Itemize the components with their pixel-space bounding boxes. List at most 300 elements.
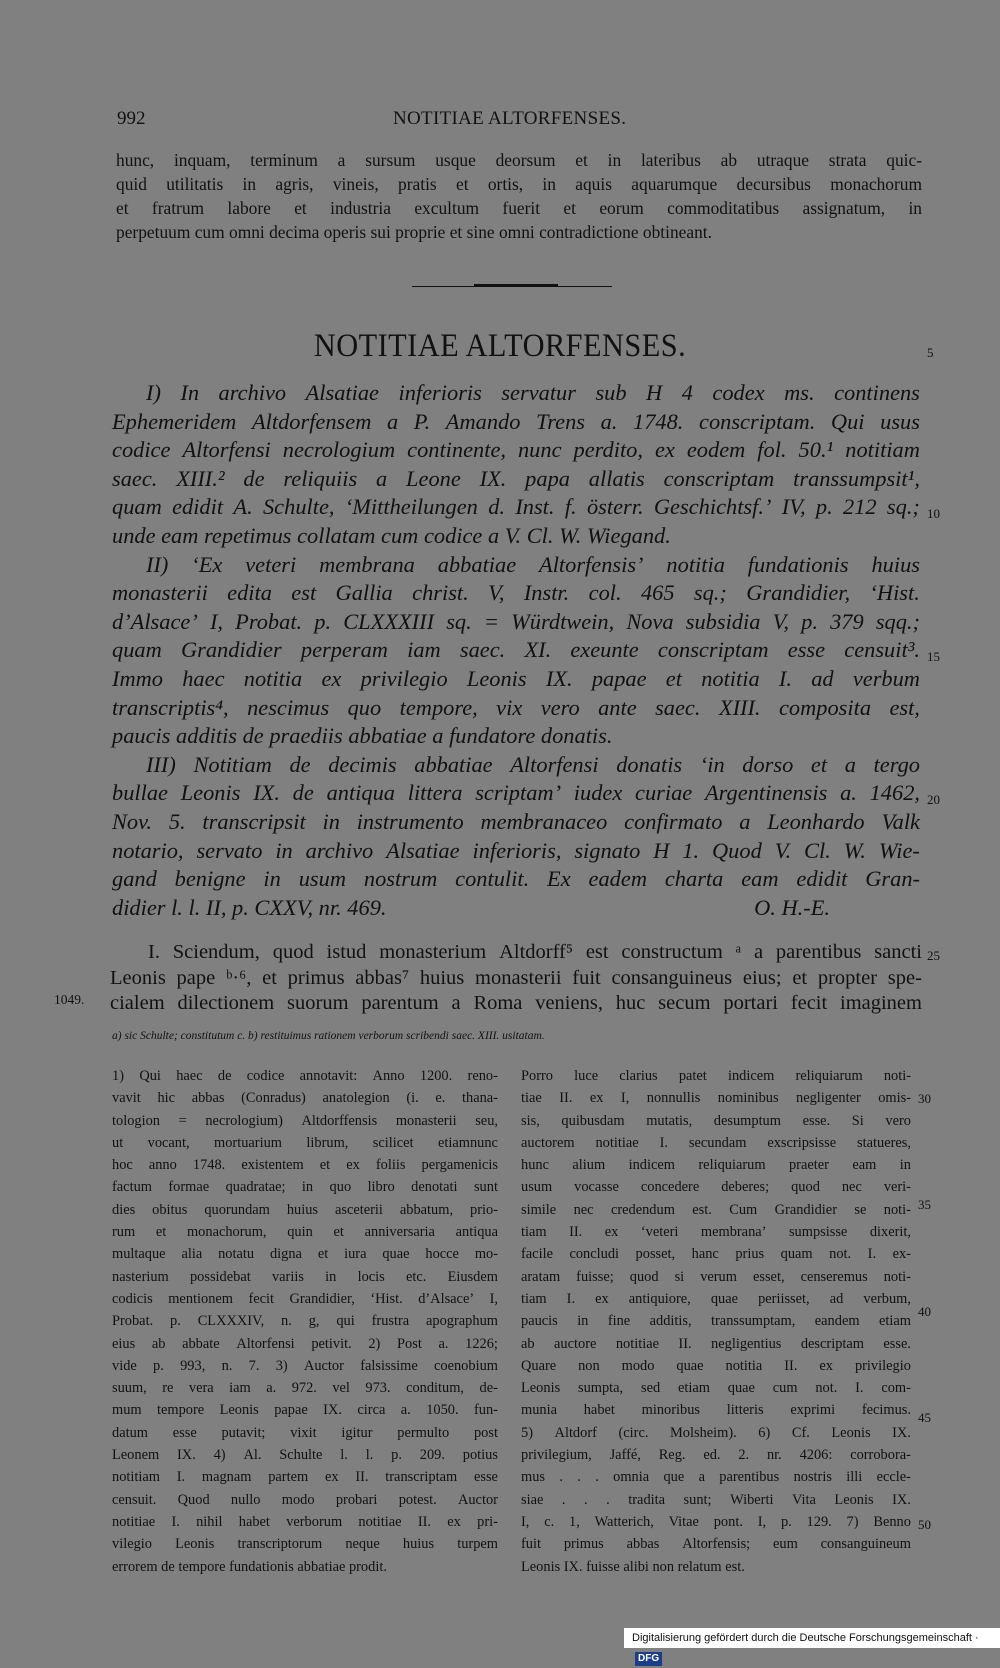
footnote-line (112, 1333, 498, 1355)
word: p. (815, 494, 833, 520)
word: sumpsisse (788, 1224, 848, 1241)
word: codicis (112, 1290, 153, 1307)
word: Altorfensi (510, 751, 599, 777)
footnote-line (112, 1266, 498, 1288)
word: prius (735, 1246, 765, 1263)
footnote-line (112, 1221, 498, 1243)
intro-line-text: didier l. l. II, p. CXXV, nr. 469. (112, 894, 387, 920)
main-text (110, 940, 922, 1017)
line-number: 15 (927, 649, 940, 664)
word: Auctor (303, 1357, 344, 1374)
word: II. (417, 1513, 432, 1530)
word: = (483, 608, 499, 634)
word: auctore (554, 1335, 597, 1352)
word: ms. (784, 380, 815, 405)
word: saec. (112, 465, 158, 491)
word: . (606, 1491, 610, 1508)
word: huius (871, 551, 920, 577)
word: transsumpsit¹, (793, 465, 920, 491)
word: quam (112, 494, 162, 520)
word: coenobium (434, 1357, 498, 1374)
word: ‘Hist. (869, 580, 920, 606)
word: fecit (248, 1290, 275, 1307)
word: membrana’ (700, 1224, 767, 1241)
word: 1. (682, 837, 700, 863)
word: II. (678, 1335, 692, 1352)
footnote-line (112, 1511, 498, 1533)
word: est (585, 941, 609, 963)
word: edita (227, 580, 272, 606)
word: subsidia (685, 608, 761, 634)
footnote-line (521, 1399, 911, 1421)
word: abbatiae (437, 551, 517, 577)
word: I, (521, 1513, 530, 1530)
word: Al. (243, 1447, 262, 1464)
footnote-line (112, 1399, 498, 1421)
word: notitiae (595, 1134, 639, 1151)
word: suum, (112, 1380, 147, 1397)
word: in (577, 1313, 589, 1330)
word: quod (272, 941, 314, 963)
word: quo (329, 1179, 352, 1196)
text-line: hunc, inquam, terminum a sursum usque deorsum et in lateribus ab utraque strata quic- (116, 150, 922, 170)
word: II. (559, 1090, 573, 1107)
word: I, (209, 608, 224, 634)
word: et (333, 1224, 344, 1241)
word: sqq.; (875, 608, 920, 634)
word: Grandidier (180, 637, 282, 663)
footnote-line (521, 1422, 911, 1444)
word: CLXXXIV, (197, 1313, 265, 1330)
word: magnam (201, 1469, 252, 1486)
word: alium (572, 1157, 606, 1174)
word: datum (112, 1424, 148, 1441)
word: sis, (521, 1112, 540, 1129)
word: iudex (573, 780, 623, 806)
word: et (155, 1224, 167, 1241)
word: tradita (628, 1491, 666, 1508)
word: notitiae (358, 1513, 402, 1530)
footnote-line (521, 1243, 911, 1265)
word: quae (676, 1357, 704, 1374)
word: a (386, 408, 399, 434)
word: hocce (425, 1246, 459, 1263)
word: not. (829, 1246, 852, 1263)
word: nihil (196, 1513, 223, 1530)
word: 3) (275, 1357, 288, 1374)
word: Valk (881, 808, 920, 834)
word: Qui (139, 1068, 161, 1084)
word: praeter (788, 1157, 829, 1174)
word: deberes; (721, 1179, 770, 1196)
word: ex (654, 437, 675, 463)
footnote-line (521, 1132, 911, 1154)
word: petivit. (311, 1335, 352, 1352)
word: tiam (521, 1290, 547, 1307)
word: edidit (796, 866, 848, 892)
word: illi (846, 1469, 863, 1486)
word: servato (196, 837, 263, 863)
word: est. (692, 1201, 712, 1218)
word: d’Alsace’ (112, 608, 198, 634)
word: que (663, 1469, 685, 1486)
word: ex (589, 1090, 604, 1107)
word: concludi (569, 1246, 620, 1263)
word: asceterii (334, 1201, 383, 1218)
word: iam (407, 637, 441, 663)
word: habet (238, 1513, 270, 1530)
word: dies (112, 1201, 136, 1218)
introduction (112, 379, 920, 922)
word: putavit; (221, 1424, 266, 1441)
word: I. (176, 1469, 186, 1486)
word: transcriptorum (237, 1536, 323, 1553)
word: monasterii (395, 1112, 457, 1129)
word: indicem (727, 1068, 775, 1084)
word: concedere (640, 1179, 700, 1196)
word: anniversaria (364, 1224, 435, 1241)
word: a (376, 465, 388, 491)
word: 972. (291, 1380, 317, 1397)
word: istud (326, 941, 367, 963)
top-paragraph (116, 148, 922, 244)
footnotes-right-column (521, 1065, 911, 1578)
word: 1748. (633, 408, 684, 434)
word: codex (712, 380, 765, 405)
word: 5) (521, 1424, 533, 1441)
word: IV, (781, 494, 806, 520)
word: vavit (112, 1090, 141, 1107)
word: thana- (462, 1090, 498, 1107)
word: Porro (521, 1068, 553, 1084)
word: tempore (157, 1402, 205, 1419)
footnote-line (521, 1288, 911, 1310)
word: (i. (406, 1090, 419, 1107)
intro-line (112, 408, 920, 437)
word: circa (357, 1402, 386, 1419)
footnote-line (521, 1110, 911, 1132)
word: qui (336, 1313, 355, 1330)
word: 5. (168, 808, 186, 834)
word: not. (815, 1380, 838, 1397)
word: imaginem (840, 992, 922, 1014)
main-line (110, 966, 922, 992)
word: consanguineus (611, 966, 733, 989)
word: 1200. (419, 1068, 453, 1084)
word: a (844, 751, 856, 777)
word: III) (146, 751, 176, 777)
word: et (665, 665, 682, 691)
word: Leonis (521, 1380, 561, 1397)
line-number: 45 (918, 1410, 931, 1425)
word: quorundam (204, 1201, 270, 1218)
word: notitia (725, 1357, 763, 1374)
word: reliquiarum (795, 1068, 863, 1084)
word: Altorfensi (236, 1335, 295, 1352)
word: monasterii (112, 580, 208, 606)
word: ‘Hist. (370, 1290, 403, 1307)
word: 1748. (192, 1157, 226, 1174)
word: II. (569, 1224, 583, 1241)
word: XIII. (718, 694, 761, 720)
footnote-line (521, 1154, 911, 1176)
word: Alsatiae (386, 837, 460, 863)
word: sub (595, 380, 627, 405)
word: in (275, 837, 293, 863)
word: foliis (375, 1157, 406, 1174)
word: verborum (286, 1513, 343, 1530)
word: tiae (521, 1090, 542, 1107)
word: l. (340, 1447, 348, 1464)
word: suorum (287, 992, 349, 1014)
word: negligenter (796, 1090, 861, 1107)
word: sq. (446, 608, 472, 634)
word: Nova (626, 608, 674, 634)
word: Grandidier, (746, 580, 851, 606)
word: est (291, 580, 317, 606)
footnotes-left-column (112, 1065, 498, 1578)
word: Trens (536, 408, 585, 434)
word: papa (525, 465, 570, 491)
word: H (646, 380, 663, 405)
word: partem (268, 1469, 309, 1486)
word: notitiam (845, 437, 920, 463)
word: anatolegion (322, 1090, 390, 1107)
word: nostris (793, 1469, 832, 1486)
word: reliquiis (283, 465, 358, 491)
word: 379 (830, 608, 864, 634)
word: . (595, 1469, 599, 1486)
word: quin (287, 1224, 313, 1241)
word: esse (787, 637, 826, 663)
word: non (578, 1357, 600, 1374)
word: a (754, 941, 764, 963)
word: Jaffé, (609, 1447, 641, 1464)
word: 465 (640, 580, 675, 606)
word: abbatum, (399, 1201, 454, 1218)
word: pape (176, 966, 216, 989)
word: Quod (712, 837, 762, 863)
word: österr. (586, 494, 644, 520)
word: col. (588, 580, 622, 606)
word: notitiae (112, 1513, 156, 1530)
word: antiqua (455, 1224, 498, 1241)
word: credendum (610, 1201, 675, 1218)
word: vilegio (112, 1536, 152, 1553)
footnote-line (112, 1489, 498, 1511)
word: fecit (790, 992, 828, 1014)
word: et (262, 966, 277, 989)
word: exscripsisse (767, 1134, 837, 1151)
footnote-line (112, 1199, 498, 1221)
word: sq.; (886, 494, 920, 520)
word: Probat. (112, 1313, 154, 1330)
word: veniens, (535, 992, 603, 1014)
intro-line (112, 465, 920, 494)
word: monachorum, (186, 1224, 267, 1241)
word: ab (151, 1335, 166, 1352)
word: scilicet (372, 1134, 414, 1151)
footnote-line (112, 1355, 498, 1377)
footnote-line: errorem de tempore fundationis abbatiae prodit. (112, 1558, 387, 1575)
word: transcriptis⁴, (112, 694, 229, 720)
word: necrologium (282, 437, 396, 463)
word: quadratae; (225, 1179, 286, 1196)
footnote-line (112, 1243, 498, 1265)
word: et (319, 1157, 331, 1174)
word: Altorfensis; (682, 1536, 751, 1553)
word: dorso (742, 751, 794, 777)
word: nasterium (112, 1268, 169, 1285)
intro-line (112, 493, 920, 522)
word: e. (435, 1090, 446, 1107)
word: primus (287, 966, 345, 989)
word: fuisse; (576, 1268, 614, 1285)
word: 212 (843, 494, 877, 520)
word: Inst. (515, 494, 555, 520)
word: fecimus. (861, 1402, 911, 1419)
word: saec. (655, 694, 701, 720)
word: eum (773, 1536, 798, 1553)
word: denotati (411, 1179, 458, 1196)
word: exeunte (570, 637, 639, 663)
word: II. (355, 1469, 369, 1486)
line-number: 40 (918, 1304, 931, 1319)
word: decimis (328, 751, 397, 777)
word: membranaceo (480, 808, 608, 834)
word: 1, (569, 1513, 580, 1530)
word: Probat. (235, 608, 303, 634)
word: censuit. (112, 1491, 157, 1508)
word: nostrum (363, 866, 438, 892)
word: siae (521, 1491, 544, 1508)
word: eius; (742, 966, 782, 989)
line-number: 10 (927, 506, 940, 521)
word: sancti (874, 941, 922, 963)
word: benigne (174, 866, 246, 892)
word: habet (583, 1402, 615, 1419)
word: vocasse (574, 1179, 619, 1196)
word: composita (778, 694, 872, 720)
word: tologion (112, 1112, 160, 1129)
word: f. (564, 494, 577, 520)
word: Nov. (112, 808, 153, 834)
word: falsissime (360, 1357, 418, 1374)
word: Alsatiae (305, 380, 379, 405)
word: ex (324, 1469, 339, 1486)
word: Altdorffensis (301, 1112, 378, 1129)
word: verum (700, 1268, 737, 1285)
word: = (178, 1112, 187, 1129)
word: p. (780, 1513, 792, 1530)
word: Molsheim). (669, 1424, 737, 1441)
word: quae (727, 1380, 755, 1397)
word: n. (281, 1313, 292, 1330)
word: p. (314, 608, 332, 634)
line-number: 5 (927, 345, 934, 360)
word: mutatis, (646, 1112, 693, 1129)
word: statueres, (857, 1134, 911, 1151)
signature: O. H.-E. (754, 894, 830, 920)
word: se (854, 1201, 867, 1218)
word: Würdtwein, (511, 608, 615, 634)
word: hic (157, 1090, 176, 1107)
word: 7) (846, 1513, 859, 1530)
word: Leonis (834, 1491, 874, 1508)
intro-line (112, 751, 920, 780)
page-number: 992 (117, 108, 146, 129)
word: ‘in (699, 751, 725, 777)
word: huius (286, 1201, 319, 1218)
text-line: et fratrum labore et industria excultum fuerit et eorum commoditatibus assignatum, in (116, 198, 922, 218)
word: annotavit: (299, 1068, 358, 1084)
word: Cum (729, 1201, 758, 1218)
intro-line (112, 551, 920, 580)
textual-notes: a) sic Schulte; constitutum c. b) restituimus rationem verborum scribendi saec. XIII. usitatam. (112, 1030, 545, 1042)
word: nominibus (717, 1090, 779, 1107)
word: litteris (726, 1402, 764, 1419)
word: notitiam (112, 1469, 160, 1486)
word: IX. (892, 1424, 911, 1441)
intro-line (112, 779, 920, 808)
word: abbas (626, 1536, 660, 1553)
word: littera (407, 780, 463, 806)
word: ex (346, 1157, 360, 1174)
word: ᵇ·⁶, (225, 966, 252, 989)
word: I. (171, 1513, 180, 1530)
footnote-line (112, 1288, 498, 1310)
word: . (577, 1469, 581, 1486)
word: librum, (306, 1134, 349, 1151)
word: quod (629, 1268, 659, 1285)
word: Argentinensis (705, 780, 828, 806)
word: ex- (892, 1246, 911, 1263)
word: apographum (426, 1313, 498, 1330)
footnote-line (521, 1310, 911, 1332)
word: charta (664, 866, 724, 892)
word: I. (855, 1380, 864, 1397)
word: ex (819, 1357, 833, 1374)
text-line: perpetuum cum omni decima operis sui proprie et sine omni contradictione obtineant. (116, 222, 712, 242)
footnote-line (521, 1355, 911, 1377)
word: H (653, 837, 670, 863)
word: eccle- (876, 1469, 911, 1486)
footnote-line (112, 1087, 498, 1109)
word: p. (801, 608, 818, 634)
word: Ex (547, 866, 571, 892)
word: de (243, 465, 265, 491)
word: Gran- (865, 866, 920, 892)
word: confirmato (624, 808, 723, 834)
word: transcripsit (202, 808, 306, 834)
word: edidit (172, 494, 224, 520)
footnote-line (112, 1110, 498, 1132)
word: portari (723, 992, 778, 1014)
word: ‘Ex (191, 551, 223, 577)
word: munia (521, 1402, 557, 1419)
word: 1226; (465, 1335, 498, 1352)
margin-year: 1049. (54, 992, 85, 1007)
word: sunt; (683, 1491, 712, 1508)
word: Grandidier, (289, 1290, 355, 1307)
word: a (451, 992, 461, 1014)
word: Instr. (523, 580, 570, 606)
word: haec (176, 1068, 203, 1084)
word: 1050. (426, 1402, 459, 1419)
word: Wie- (878, 837, 920, 863)
word: I. (566, 1290, 576, 1307)
word: I, (757, 1513, 767, 1530)
